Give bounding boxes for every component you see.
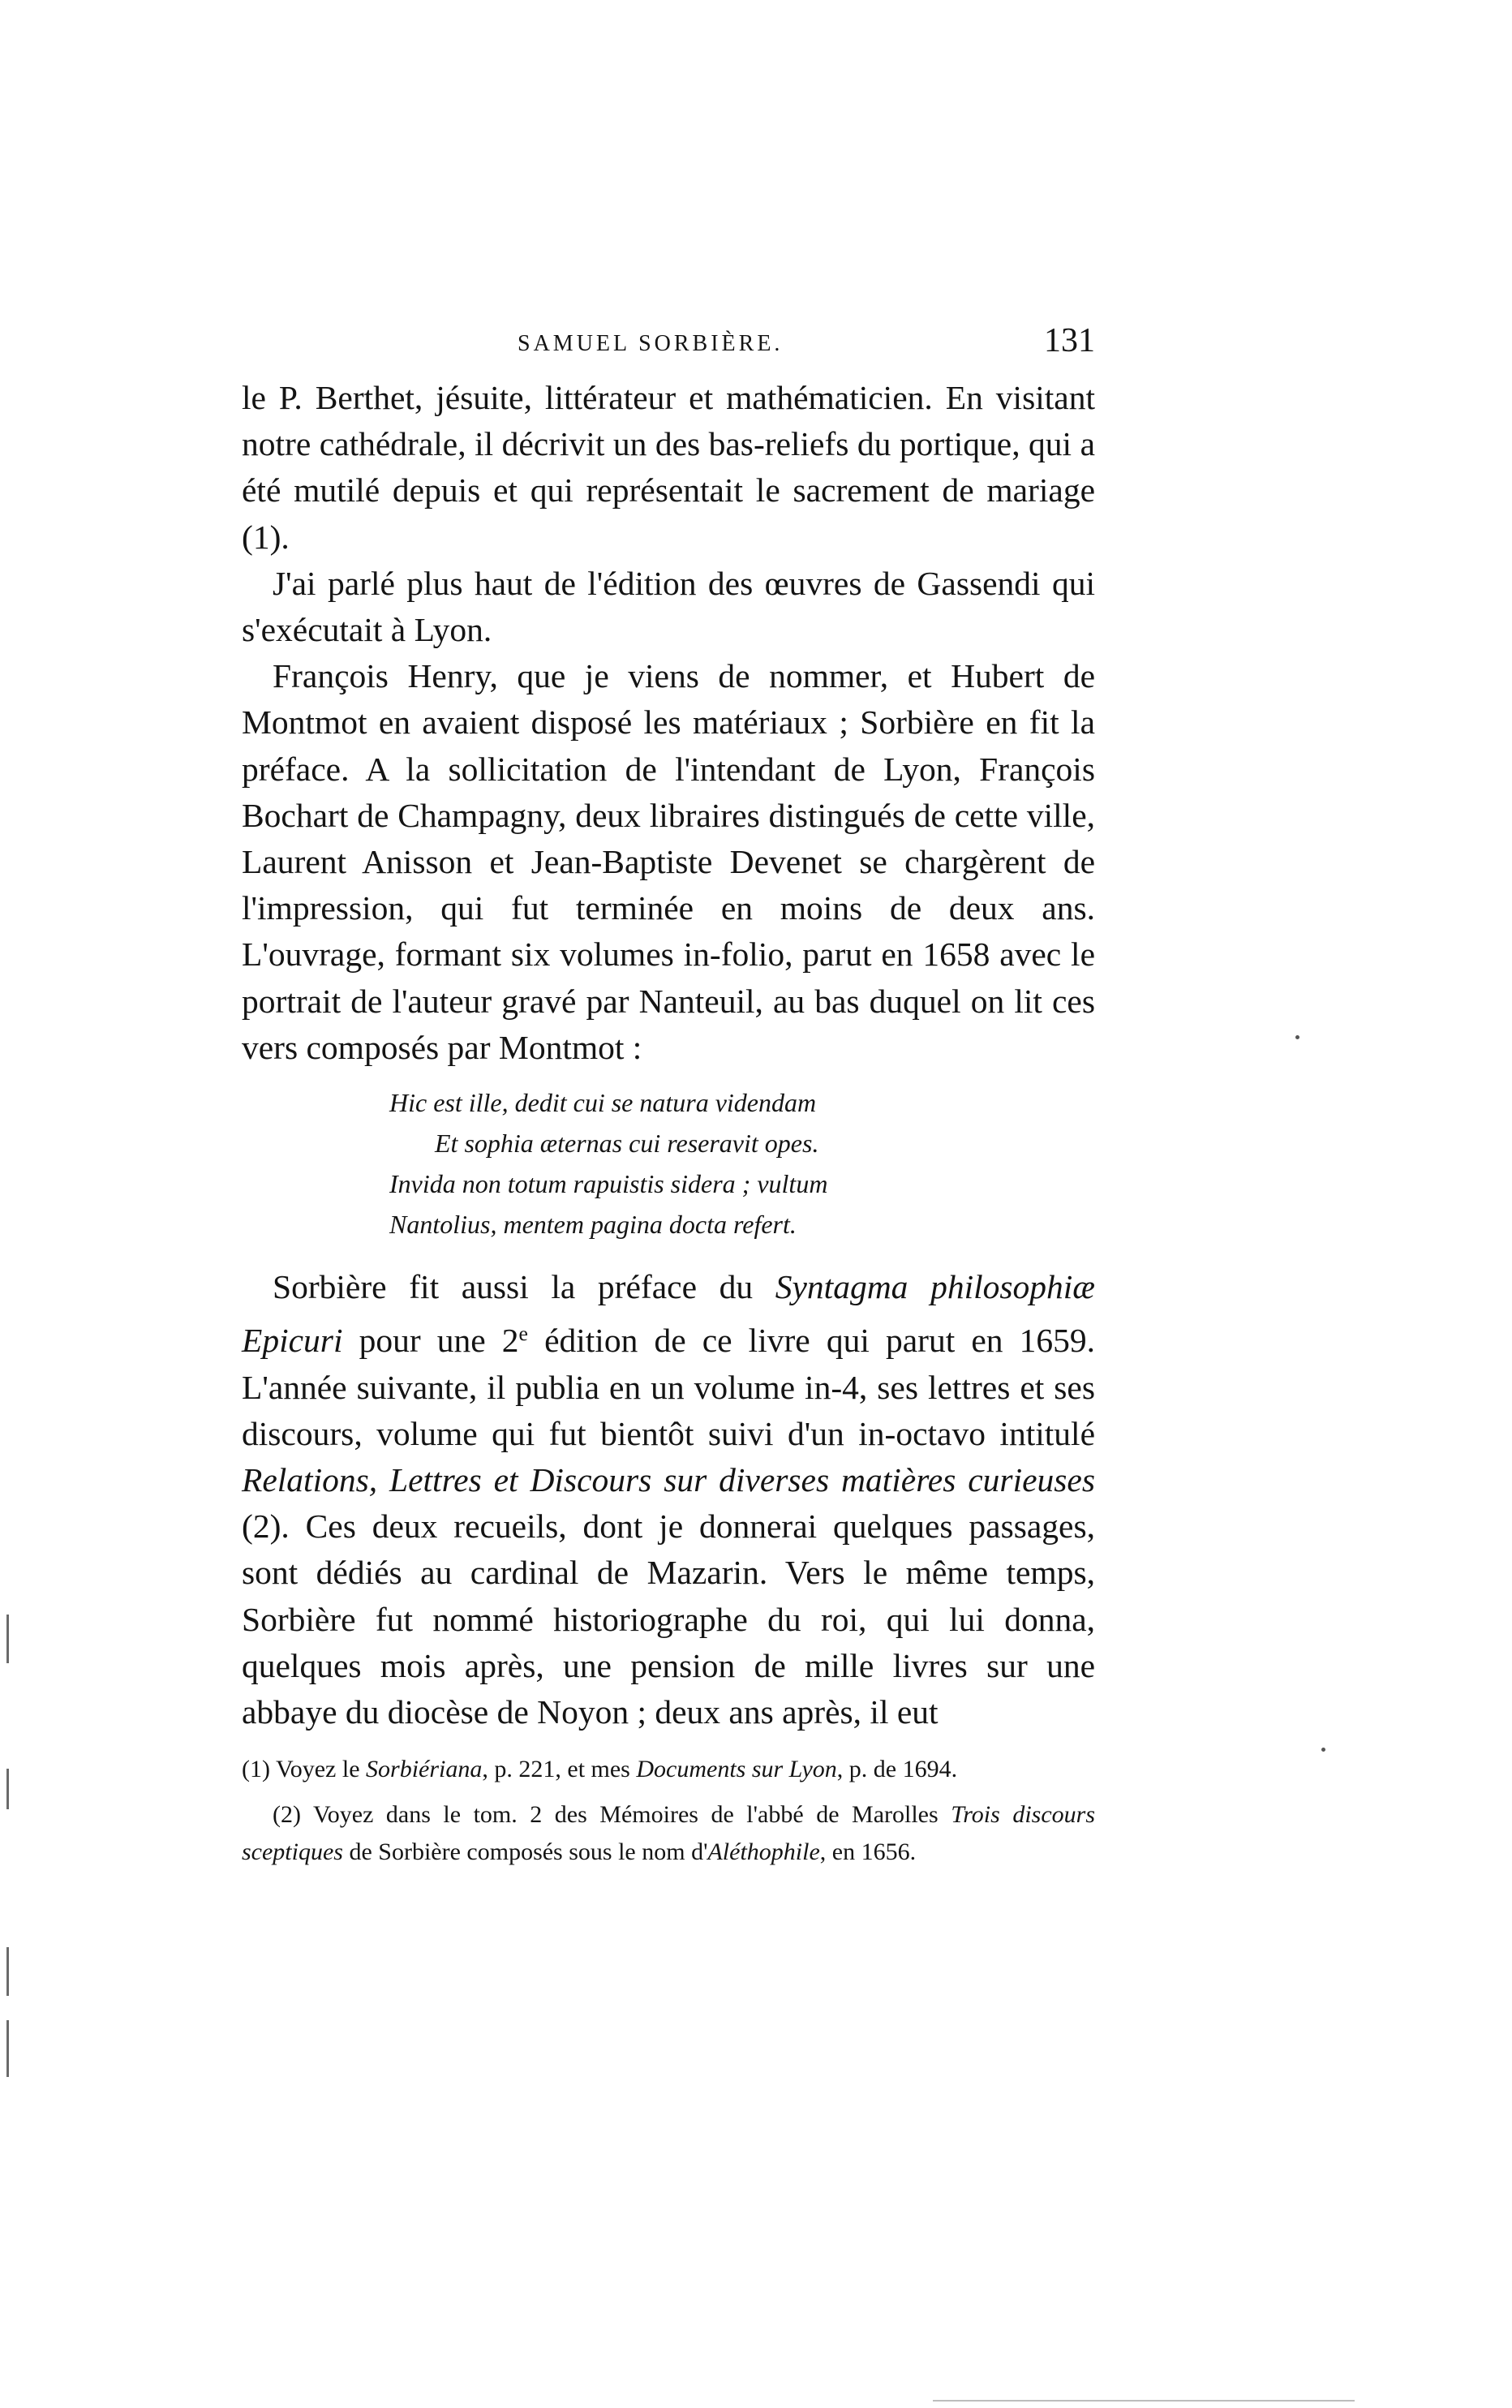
scan-speck [1321, 1748, 1325, 1752]
book-title: Sorbiériana [366, 1756, 483, 1782]
running-title: SAMUEL SORBIÈRE. [518, 331, 784, 356]
paragraph: J'ai parlé plus haut de l'édition des œuvres de Gassendi qui s'exécutait à Lyon. [242, 564, 1095, 649]
paragraph: le P. Berthet, jésuite, littérateur et mathématicien. En visitant notre cathédrale, il décrivit un des bas-reliefs du portique, qui a été mutilé depuis et qui représentait le sacrement de mariage (1). [242, 379, 1095, 556]
book-title: Relations, Lettres et Discours sur diverses matières curieuses [242, 1461, 1095, 1499]
paragraph [242, 1264, 1095, 1735]
text-run: (2). Ces deux recueils, dont je donnerai quelques passages, sont dédiés au cardinal de Mazarin. Vers le même temps, Sorbière fut nommé historiographe du roi, qui lui donna, quelques mois après, une pension de mille livres sur une abbaye du diocèse de Noyon ; deux ans après, il eut [242, 1507, 1095, 1731]
text-run: (2) Voyez dans le tom. 2 des Mémoires de l'abbé de Marolles [273, 1801, 951, 1828]
text-run: , p. 221, et mes [482, 1756, 637, 1782]
main-text [242, 375, 1095, 1735]
verse-line: Invida non totum rapuistis sidera ; vultum [389, 1169, 828, 1199]
scan-mark [6, 1769, 9, 1809]
footnote [242, 1751, 1095, 1788]
text-run: pour une 2 [342, 1322, 519, 1360]
superscript: e [518, 1322, 528, 1346]
text-run: édition de ce livre qui parut en 1659. L'année suivante, il publia en un volume in-4, ses lettres et ses discours, volume qui fut bientôt suivi d'un in-octavo intitulé [242, 1322, 1095, 1452]
book-title: Aléthophile [707, 1838, 820, 1865]
footnote [242, 1796, 1095, 1871]
text-run: (1) Voyez le [242, 1756, 367, 1782]
scan-mark [6, 1947, 9, 1996]
text-run: , en 1656. [819, 1838, 917, 1865]
text-run: Sorbière fit aussi la préface du [273, 1268, 775, 1306]
scan-mark [6, 1615, 9, 1663]
paragraph: François Henry, que je viens de nommer, et Hubert de Montmot en avaient disposé les matériaux ; Sorbière en fit la préface. A la sollicitation de l'intendant de Lyon, François Bochart de Champagny, deux libraires distingués de cette ville, Laurent Anisson et Jean-Baptiste Devenet se chargèrent de l'impression, qui fut terminée en moins de deux ans. L'ouvrage, formant six volumes in-folio, parut en 1658 avec le portrait de l'auteur gravé par Nanteuil, au bas duquel on lit ces vers composés par Montmot : [242, 657, 1095, 1066]
book-title: Syntagma philosophiæ Epicuri [242, 1268, 1095, 1360]
verse-line: Hic est ille, dedit cui se natura videndam [389, 1088, 817, 1118]
latin-verse [389, 1082, 1095, 1245]
book-title: Documents sur Lyon [636, 1756, 837, 1782]
book-title: Trois discours sceptiques [242, 1801, 1095, 1865]
scan-mark [6, 2020, 9, 2077]
scan-speck [1295, 1035, 1299, 1039]
running-head [242, 321, 1095, 370]
text-run: , p. de 1694. [836, 1756, 958, 1782]
footnotes [242, 1751, 1095, 1879]
scan-mark [933, 2400, 1355, 2402]
verse-line: Et sophia æternas cui reseravit opes. [435, 1129, 819, 1159]
verse-line: Nantolius, mentem pagina docta refert. [389, 1210, 797, 1240]
text-run: de Sorbière composés sous le nom d' [342, 1838, 708, 1865]
page-number: 131 [1044, 322, 1095, 359]
